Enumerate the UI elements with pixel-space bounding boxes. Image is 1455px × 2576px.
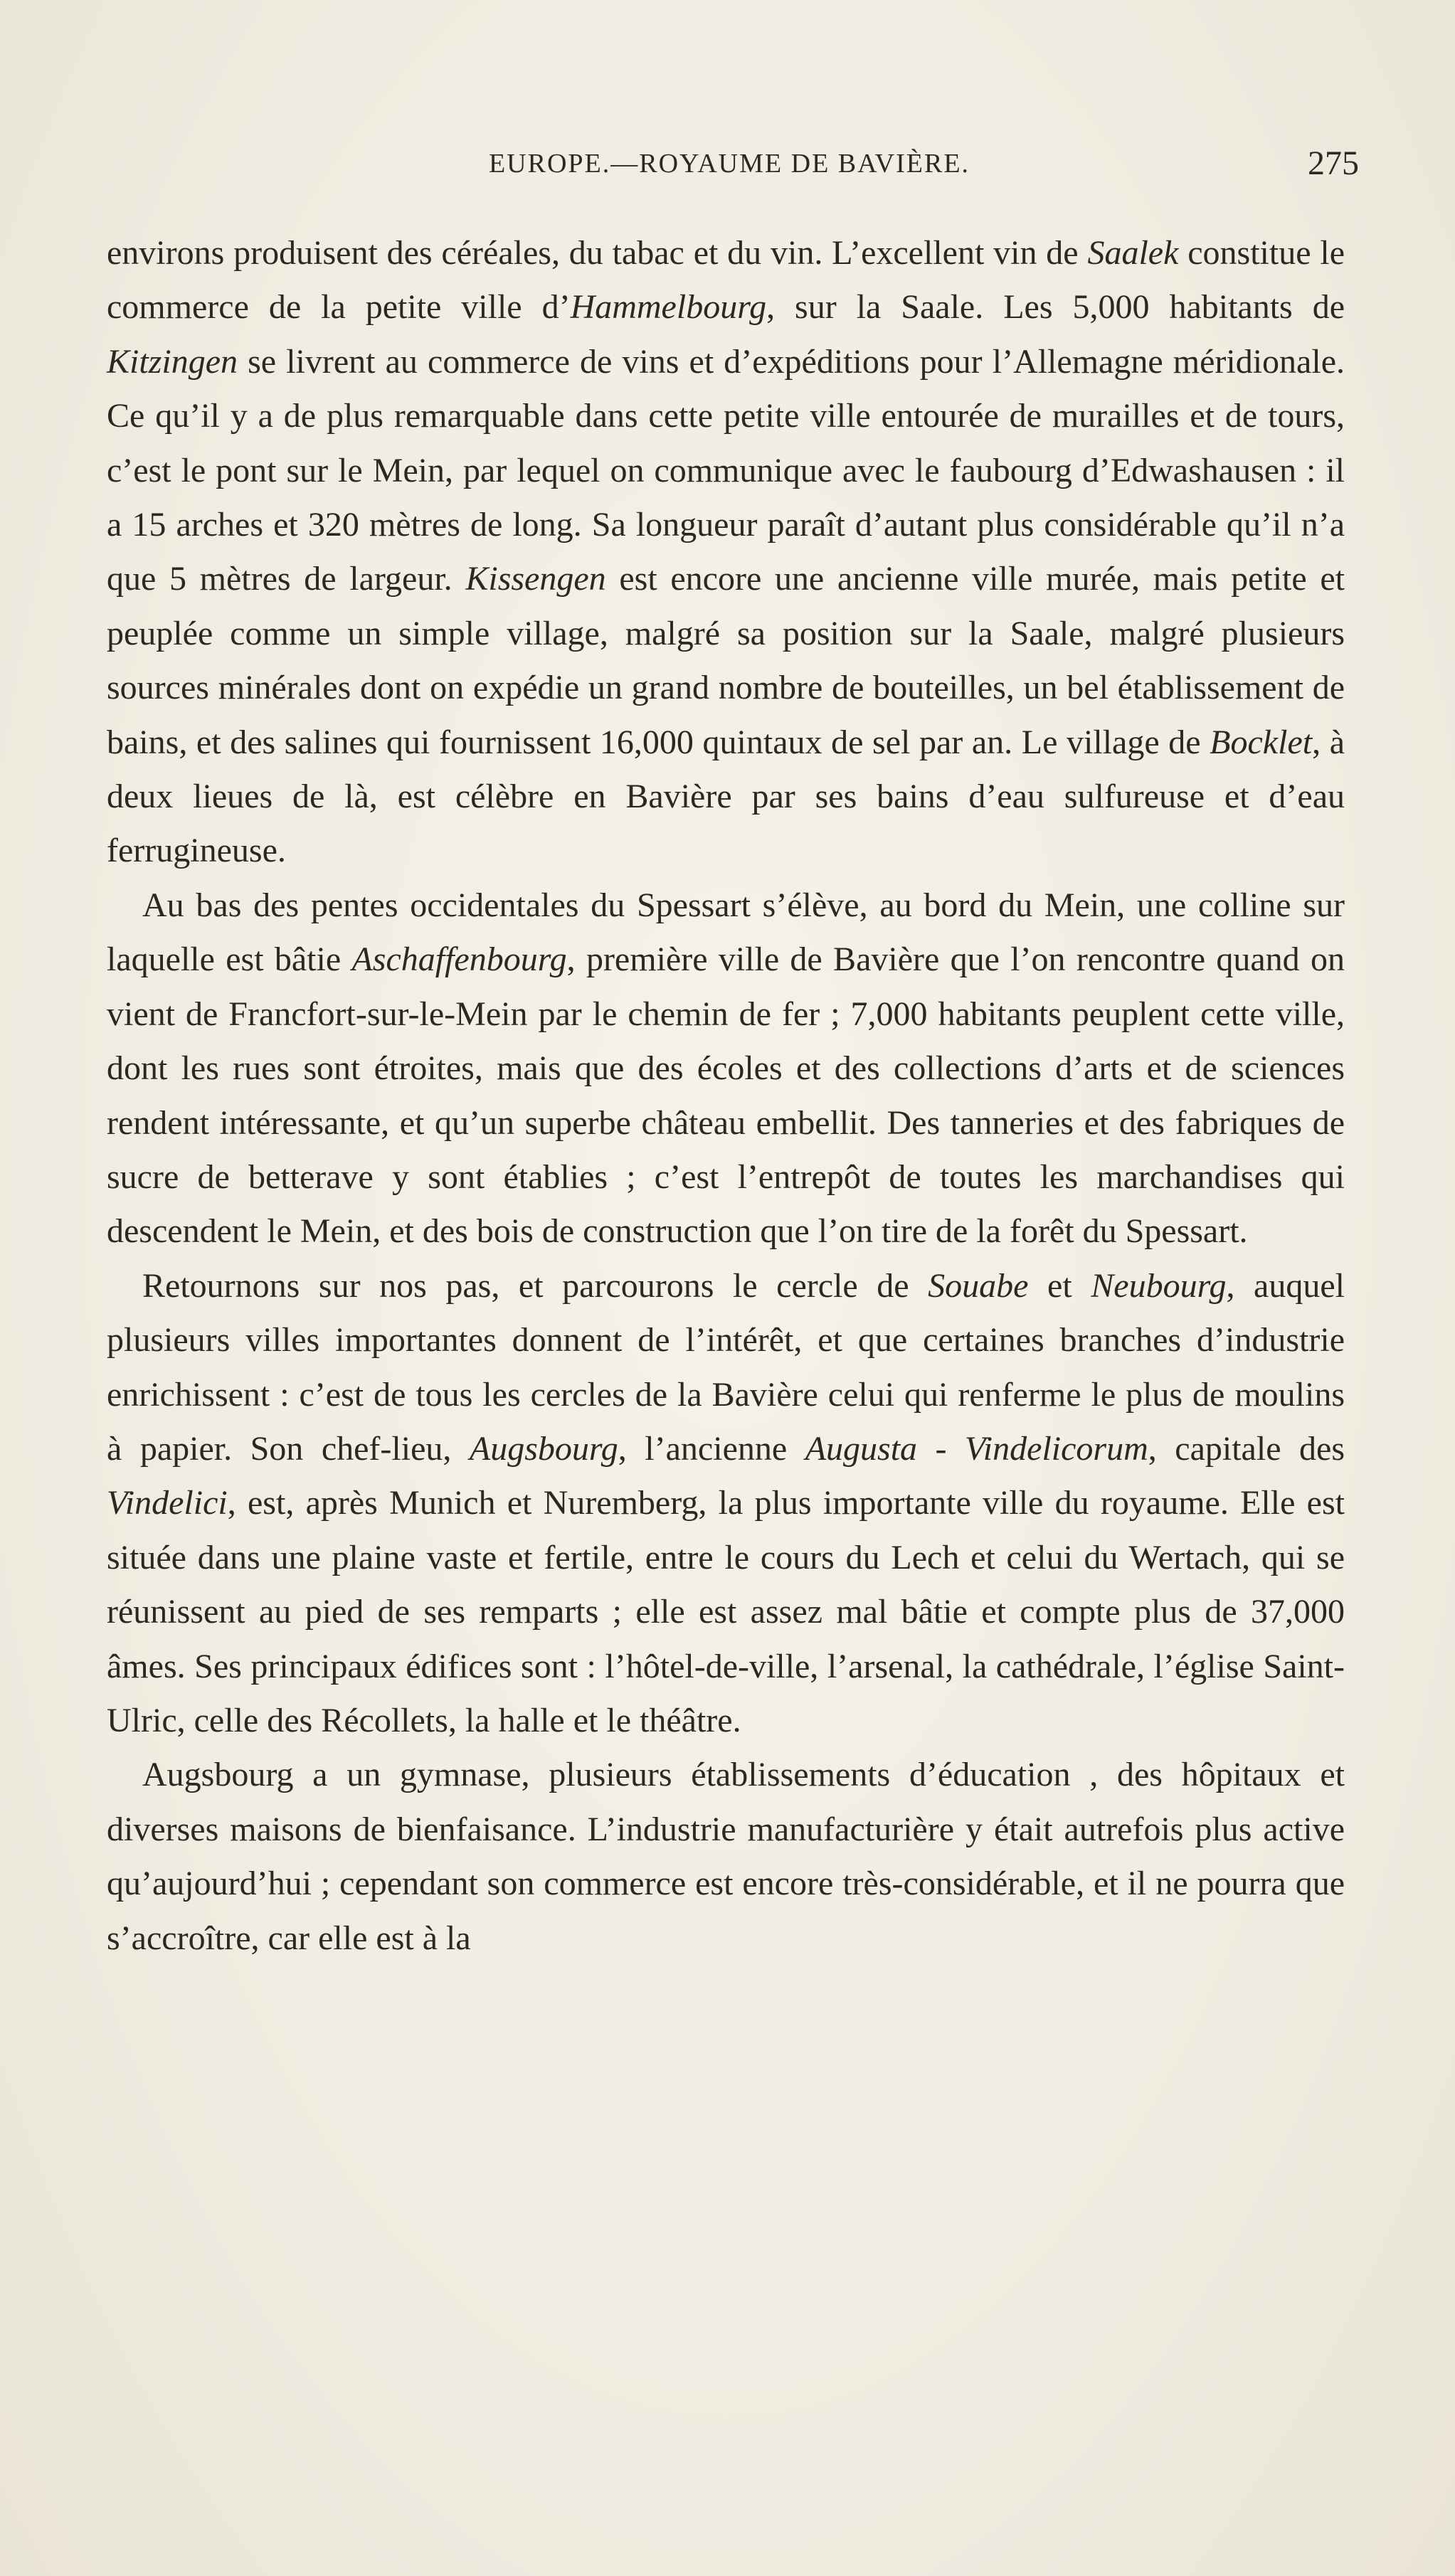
italic-name: Vindelici [107, 1484, 228, 1522]
body-text [107, 226, 1345, 1966]
text-run: Retournons sur nos pas, et parcourons le cercle de [142, 1266, 928, 1305]
text-run: environs produisent des céréales, du tabac et du vin. L’excellent vin de [107, 234, 1088, 272]
italic-name: Bocklet [1210, 723, 1313, 761]
italic-name: Augsbourg [469, 1429, 618, 1468]
text-run: , à deux lieues de là, est célèbre en Bavière par ses bains d’eau sulfureuse et d’eau ferrugineuse. [107, 723, 1345, 870]
italic-name: Souabe [928, 1266, 1029, 1305]
text-run: , capitale des [1148, 1429, 1345, 1468]
paragraph [107, 1259, 1345, 1749]
text-run: Au bas des pentes occidentales du Spessart s’élève, au bord du Mein, une colline sur laquelle est bâtie [107, 886, 1345, 979]
italic-name: Augusta - Vindelicorum [805, 1429, 1148, 1468]
paragraph [107, 879, 1345, 1259]
italic-name: Neubourg [1091, 1266, 1227, 1305]
italic-name: Kissengen [465, 560, 606, 598]
text-run: , est, après Munich et Nuremberg, la plus importante ville du royaume. Elle est située dans une plaine vaste et fertile, entre le cours du Lech et celui du Wertach, qui se réunissent au pied de ses remparts ; elle est assez mal bâtie et compte plus de 37,000 âmes. Ses principaux édifices sont : l’hôtel-de-ville, l’arsenal, la cathédrale, l’église Saint-Ulric, celle des Récollets, la halle et le théâtre. [107, 1484, 1345, 1739]
text-run: , l’ancienne [618, 1429, 805, 1468]
text-run: constitue le commerce de la petite ville d’ [107, 234, 1345, 327]
italic-name: Hammelbourg [570, 288, 767, 327]
italic-name: Saalek [1087, 234, 1179, 272]
running-head: EUROPE.—ROYAUME DE BAVIÈRE. [488, 149, 970, 179]
text-run: est encore une ancienne ville murée, mais petite et peuplée comme un simple village, malgré sa position sur la Saale, malgré plusieurs sources minérales dont on expédie un grand nombre de bouteilles, un bel établissement de bains, et des salines qui fournissent 16,000 quintaux de sel par an. Le village de [107, 560, 1345, 761]
paragraph [107, 226, 1345, 879]
italic-name: Kitzingen [107, 342, 238, 381]
text-run: , première ville de Bavière que l’on rencontre quand on vient de Francfort-sur-le-Mein par le chemin de fer ; 7,000 habitants peuplent cette ville, dont les rues sont étroites, mais que des écoles et des collections d’arts et de sciences rendent intéressante, et qu’un superbe château embellit. Des tanneries et des fabriques de sucre de betterave y sont établies ; c’est l’entrepôt de toutes les marchandises qui descendent le Mein, et des bois de construction que l’on tire de la forêt du Spessart. [107, 940, 1345, 1251]
text-run: Augsbourg a un gymnase, plusieurs établissements d’éducation , des hôpitaux et diverses maisons de bienfaisance. L’industrie manufacturière y était autrefois plus active qu’aujourd’hui ; cependant son commerce est encore très-considérable, et il ne pourra que s’accroître, car elle est à la [107, 1756, 1345, 1957]
text-run: , auquel plusieurs villes importantes donnent de l’intérêt, et que certaines branches d’industrie enrichissent : c’est de tous les cercles de la Bavière celui qui renferme le plus de moulins à papier. Son chef-lieu, [107, 1266, 1345, 1468]
text-run: et [1028, 1266, 1091, 1305]
text-run: , sur la Saale. Les 5,000 habitants de [766, 288, 1345, 327]
text-run: se livrent au commerce de vins et d’expéditions pour l’Allemagne méridionale. Ce qu’il y a de plus remarquable dans cette petite ville entourée de murailles et de tours, c’est le pont sur le Mein, par lequel on communique avec le faubourg d’Edwashausen : il a 15 arches et 320 mètres de long. Sa longueur paraît d’autant plus considérable qu’il n’a que 5 mètres de largeur. [107, 342, 1345, 598]
page-header [100, 144, 1359, 191]
italic-name: Aschaffenbourg [351, 940, 567, 979]
page-number: 275 [1308, 144, 1359, 182]
paragraph [107, 1748, 1345, 1966]
